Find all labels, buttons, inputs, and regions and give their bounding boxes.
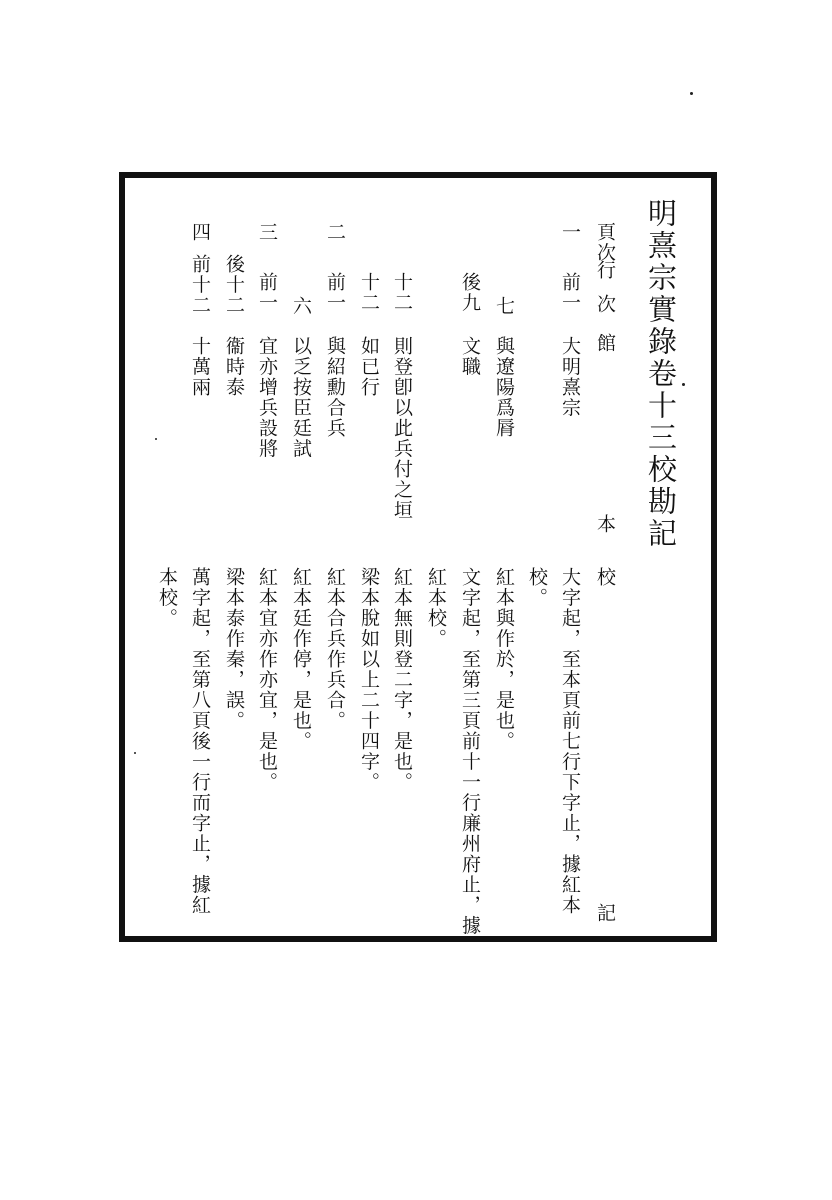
entry-line: 前一 — [256, 272, 278, 313]
entry-line: 後九 — [459, 272, 481, 313]
entry-note-line: 紅本廷作停，是也。 — [290, 567, 312, 752]
entry-note-line: 大字起，至本頁前七行下字止，據紅本 — [559, 567, 581, 916]
entry-page: 一 — [559, 222, 581, 243]
entry-note-line: 梁本泰作秦，誤。 — [223, 567, 245, 731]
entry-note-line: 萬字起，至第八頁後一行而字止，據紅 — [189, 567, 211, 916]
entry-line: 前十二 — [189, 254, 211, 316]
header-order-label: 次 — [594, 294, 616, 315]
entry-line: 前一 — [324, 272, 346, 313]
entry-note-line: 紅本與作於，是也。 — [493, 567, 515, 752]
entry-note-line: 本校。 — [156, 567, 178, 629]
entry-text: 宜亦增兵設將 — [256, 336, 278, 459]
scan-speck — [690, 92, 693, 95]
entry-page: 三 — [256, 222, 278, 243]
entry-line: 六 — [290, 296, 312, 317]
scan-speck — [682, 383, 685, 386]
entry-note-line: 紅本宜亦作亦宜，是也。 — [256, 567, 278, 793]
entry-text: 如已行 — [358, 336, 380, 398]
entry-line: 後十二 — [223, 254, 245, 316]
entry-line: 十二 — [358, 272, 380, 313]
entry-line: 七 — [493, 296, 515, 317]
entry-note-line: 紅本無則登二字，是也。 — [391, 567, 413, 793]
entry-text: 十萬兩 — [189, 336, 211, 398]
header-page-label: 頁次 — [594, 222, 616, 263]
entry-note-line: 文字起，至第三頁前十一行廉州府止，據 — [459, 567, 481, 936]
entry-text: 大明熹宗 — [559, 336, 581, 418]
header-collation-label: 校 — [594, 567, 616, 588]
header-source-label: 本 — [594, 514, 616, 535]
entry-note-line: 梁本脫如以上二十四字。 — [358, 567, 380, 793]
entry-text: 則登卽以此兵付之垣 — [391, 336, 413, 521]
entry-note-line: 校。 — [526, 567, 548, 608]
entry-page: 二 — [324, 222, 346, 243]
entry-line: 十二 — [391, 272, 413, 313]
entry-page: 四 — [189, 222, 211, 243]
scan-speck — [155, 438, 157, 440]
entry-text: 衞時泰 — [223, 336, 245, 398]
entry-text: 與遼陽爲脣 — [493, 336, 515, 439]
document-title: 明熹宗實錄卷十三校勘記 — [644, 198, 678, 550]
header-line-label: 行 — [594, 260, 616, 281]
entry-text: 與紹勳合兵 — [324, 336, 346, 439]
header-notes-label: 記 — [594, 903, 616, 924]
entry-line: 前一 — [559, 272, 581, 313]
scan-speck — [134, 752, 136, 754]
entry-note-line: 紅本校。 — [425, 567, 447, 649]
header-edition-label: 館 — [594, 333, 616, 354]
entry-note-line: 紅本合兵作兵合。 — [324, 567, 346, 731]
entry-text: 文職 — [459, 336, 481, 377]
entry-text: 以乏按臣廷試 — [290, 336, 312, 459]
